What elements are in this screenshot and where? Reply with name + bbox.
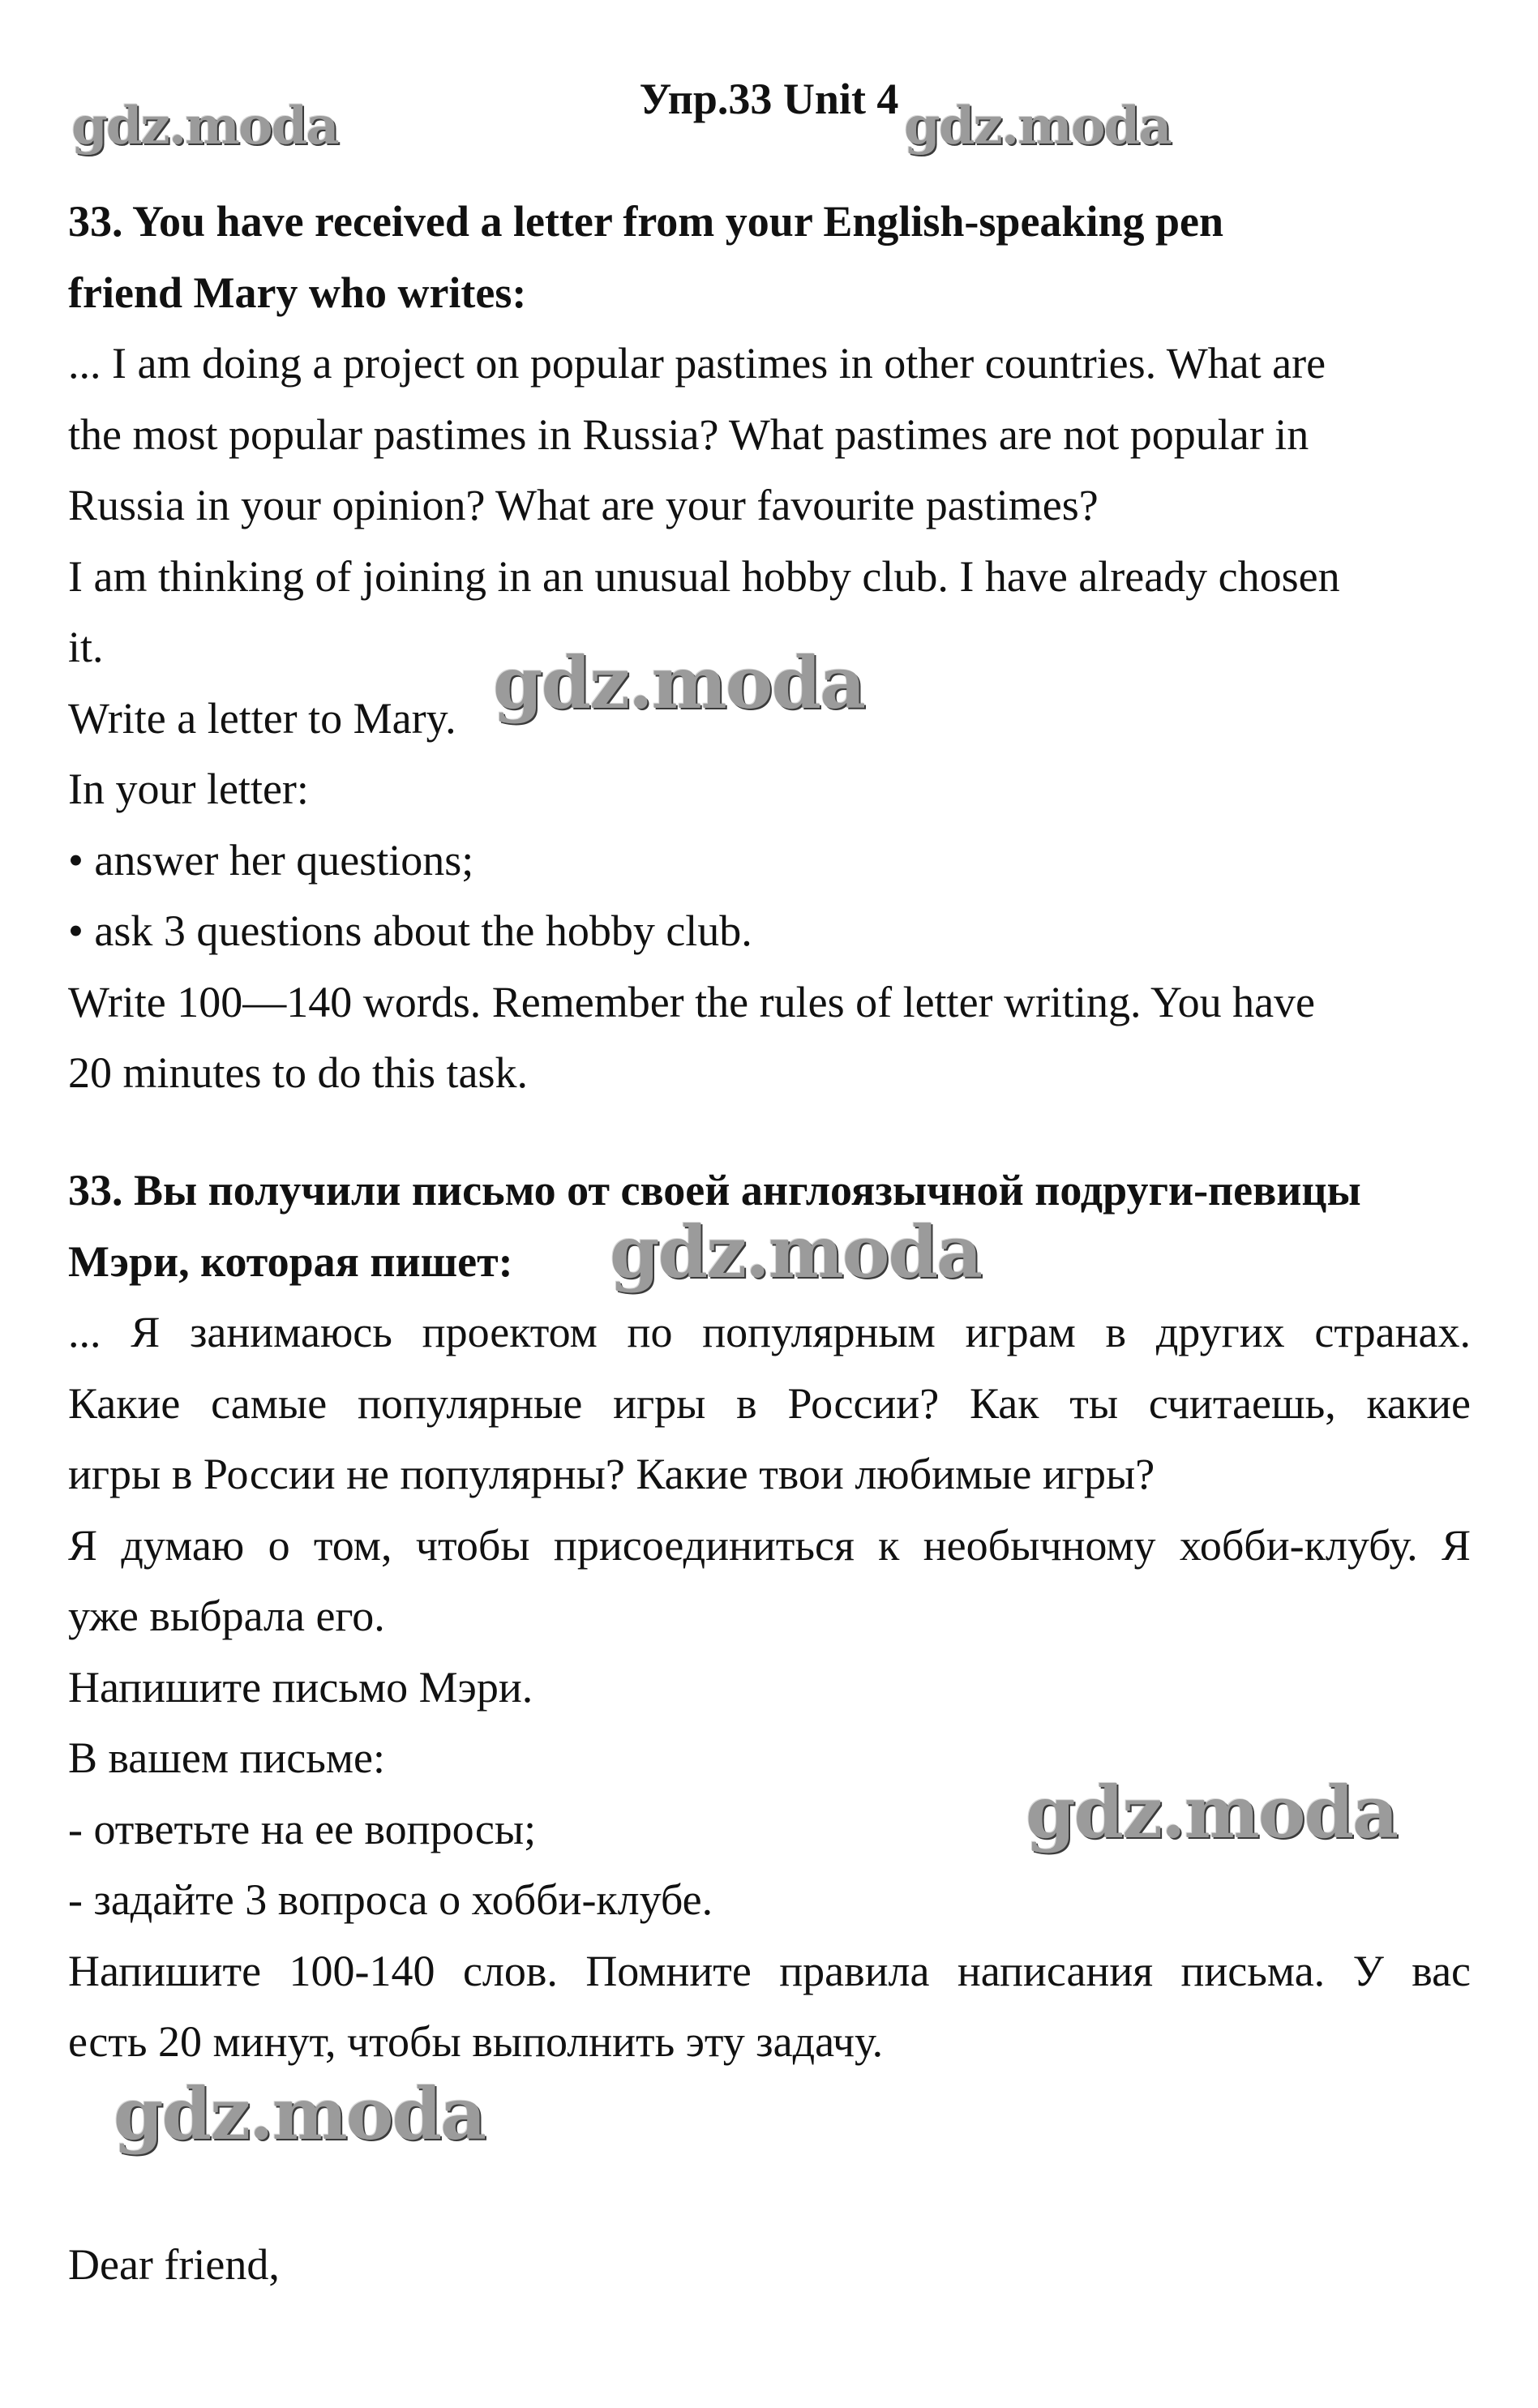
body-line: Какие самые популярные игры в России? Как ты считаешь, какие bbox=[68, 1378, 1471, 1428]
body-line: Напишите письмо Мэри. bbox=[68, 1662, 533, 1712]
body-line: it. bbox=[68, 623, 104, 671]
body-line: Я думаю о том, чтобы присоединиться к необычному хобби-клубу. Я bbox=[68, 1520, 1471, 1570]
watermark: gdz.moda bbox=[493, 641, 865, 725]
body-line: • answer her questions; bbox=[68, 835, 474, 885]
watermark: gdz.moda bbox=[904, 96, 1171, 156]
task-line: 33. You have received a letter from your English-speaking pen bbox=[68, 197, 1224, 246]
body-line: - ответьте на ее вопросы; bbox=[68, 1804, 537, 1853]
body-line: есть 20 минут, чтобы выполнить эту задачу. bbox=[68, 2017, 884, 2066]
body-line: ... Я занимаюсь проектом по популярным играм в других странах. bbox=[68, 1308, 1471, 1356]
page-title: Упр.33 Unit 4 bbox=[639, 75, 899, 123]
watermark: gdz.moda bbox=[71, 96, 338, 156]
body-line: Russia in your opinion? What are your favourite pastimes? bbox=[68, 481, 1099, 529]
body-line: the most popular pastimes in Russia? What pastimes are not popular in bbox=[68, 409, 1309, 459]
answer-letter bbox=[68, 2230, 1471, 2301]
body-line: Напишите 100-140 слов. Помните правила написания письма. У вас bbox=[68, 1946, 1471, 1995]
body-line: В вашем письме: bbox=[68, 1733, 386, 1782]
justified-paragraph bbox=[68, 1297, 1471, 1439]
justified-paragraph bbox=[68, 1936, 1471, 2007]
task-line: friend Mary who writes: bbox=[68, 268, 527, 317]
body-line: Write 100—140 words. Remember the rules of letter writing. You have bbox=[68, 977, 1316, 1026]
body-line: игры в России не популярны? Какие твои любимые игры? bbox=[68, 1450, 1155, 1498]
watermark: gdz.moda bbox=[610, 1210, 982, 1294]
body-line: - задайте 3 вопроса о хобби-клубе. bbox=[68, 1875, 713, 1924]
body-line: уже выбрала его. bbox=[68, 1592, 385, 1640]
justified-paragraph bbox=[68, 1510, 1471, 1582]
body-line: 20 minutes to do this task. bbox=[68, 1048, 528, 1097]
watermark: gdz.moda bbox=[1026, 1770, 1398, 1854]
task-line: Мэри, которая пишет: bbox=[68, 1236, 513, 1286]
watermark: gdz.moda bbox=[114, 2072, 486, 2156]
body-line: In your letter: bbox=[68, 765, 309, 813]
body-line: Write a letter to Mary. bbox=[68, 693, 456, 743]
russian-task-body bbox=[68, 1297, 1471, 2078]
task-line: 33. Вы получили письмо от своей англоязычной подруги-певицы bbox=[68, 1166, 1361, 1215]
salutation: Dear friend, bbox=[68, 2240, 280, 2289]
english-task-heading bbox=[68, 186, 1471, 328]
body-line: I am thinking of joining in an unusual hobby club. I have already chosen bbox=[68, 551, 1340, 601]
body-line: • ask 3 questions about the hobby club. bbox=[68, 906, 752, 955]
body-line: ... I am doing a project on popular pastimes in other countries. What are bbox=[68, 339, 1326, 388]
